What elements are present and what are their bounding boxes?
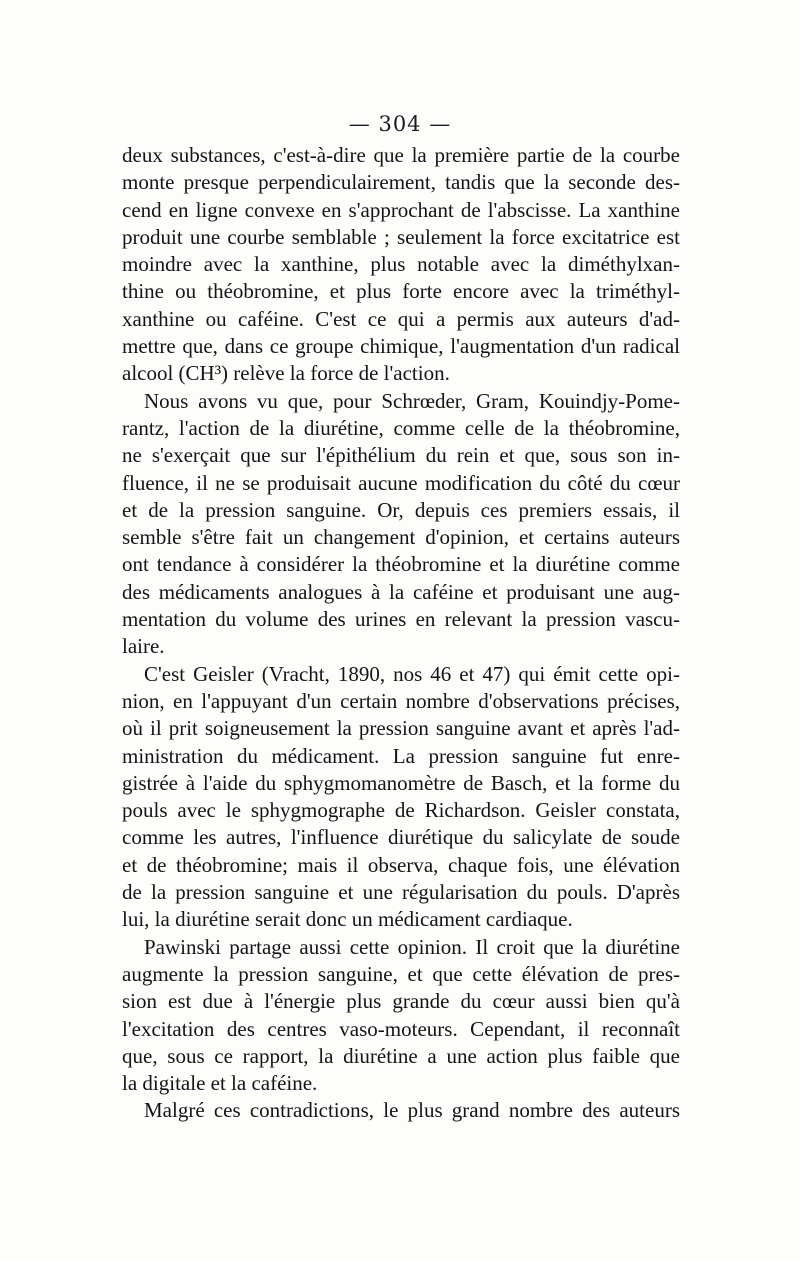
text-line: sion est due à l'énergie plus grande du cœur aussi bien qu'à bbox=[122, 989, 680, 1014]
text-line: l'excitation des centres vaso-moteurs. Cependant, il reconnaît bbox=[122, 1016, 680, 1041]
text-line: cend en ligne convexe en s'approchant de l'abscisse. La xanthine bbox=[122, 197, 680, 222]
text-line: Nous avons vu que, pour Schrœder, Gram, Kouindjy-Pome- bbox=[144, 388, 680, 413]
text-line: des médicaments analogues à la caféine et produisant une aug- bbox=[122, 579, 680, 604]
body-text bbox=[122, 142, 680, 1125]
text-line: ont tendance à considérer la théobromine et la diurétine comme bbox=[122, 552, 680, 577]
text-line: où il prit soigneusement la pression sanguine avant et après l'ad- bbox=[122, 716, 680, 741]
text-line: de la pression sanguine et une régularisation du pouls. D'après bbox=[122, 880, 680, 905]
page-number: — 304 — bbox=[348, 112, 452, 136]
text-line: C'est Geisler (Vracht, 1890, nos 46 et 47) qui émit cette opi- bbox=[144, 661, 680, 686]
text-line: Pawinski partage aussi cette opinion. Il croit que la diurétine bbox=[144, 934, 680, 959]
text-line: Malgré ces contradictions, le plus grand nombre des auteurs bbox=[144, 1098, 680, 1123]
text-line: semble s'être fait un changement d'opinion, et certains auteurs bbox=[122, 525, 680, 550]
text-line: que, sous ce rapport, la diurétine a une action plus faible que bbox=[122, 1043, 680, 1068]
text-line: thine ou théobromine, et plus forte encore avec la triméthyl- bbox=[122, 279, 680, 304]
text-line: ministration du médicament. La pression sanguine fut enre- bbox=[122, 743, 680, 768]
text-line: laire. bbox=[122, 634, 165, 659]
text-line: rantz, l'action de la diurétine, comme celle de la théobromine, bbox=[122, 415, 680, 440]
text-line: alcool (CH³) relève la force de l'action. bbox=[122, 361, 450, 386]
text-line: la digitale et la caféine. bbox=[122, 1071, 318, 1096]
text-line: comme les autres, l'influence diurétique du salicylate de soude bbox=[122, 825, 680, 850]
text-line: monte presque perpendiculairement, tandis que la seconde des- bbox=[122, 170, 680, 195]
text-line: lui, la diurétine serait donc un médicament cardiaque. bbox=[122, 907, 573, 932]
text-line: et de la pression sanguine. Or, depuis ces premiers essais, il bbox=[122, 497, 680, 522]
text-line: gistrée à l'aide du sphygmomanomètre de Basch, et la forme du bbox=[122, 770, 680, 795]
text-line: et de théobromine; mais il observa, chaque fois, une élévation bbox=[122, 852, 680, 877]
text-line: nion, en l'appuyant d'un certain nombre d'observations précises, bbox=[122, 688, 680, 713]
text-line: pouls avec le sphygmographe de Richardson. Geisler constata, bbox=[122, 798, 680, 823]
text-line: xanthine ou caféine. C'est ce qui a permis aux auteurs d'ad- bbox=[122, 306, 680, 331]
text-line: augmente la pression sanguine, et que cette élévation de pres- bbox=[122, 961, 680, 986]
text-line: ne s'exerçait que sur l'épithélium du rein et que, sous son in- bbox=[122, 443, 680, 468]
text-line: mettre que, dans ce groupe chimique, l'augmentation d'un radical bbox=[122, 334, 680, 359]
text-line: fluence, il ne se produisait aucune modification du côté du cœur bbox=[122, 470, 680, 495]
text-line: moindre avec la xanthine, plus notable avec la diméthylxan- bbox=[122, 252, 680, 277]
text-line: deux substances, c'est-à-dire que la première partie de la courbe bbox=[122, 143, 680, 167]
text-line: mentation du volume des urines en relevant la pression vascu- bbox=[122, 607, 680, 632]
text-line: produit une courbe semblable ; seulement la force excitatrice est bbox=[122, 224, 680, 249]
